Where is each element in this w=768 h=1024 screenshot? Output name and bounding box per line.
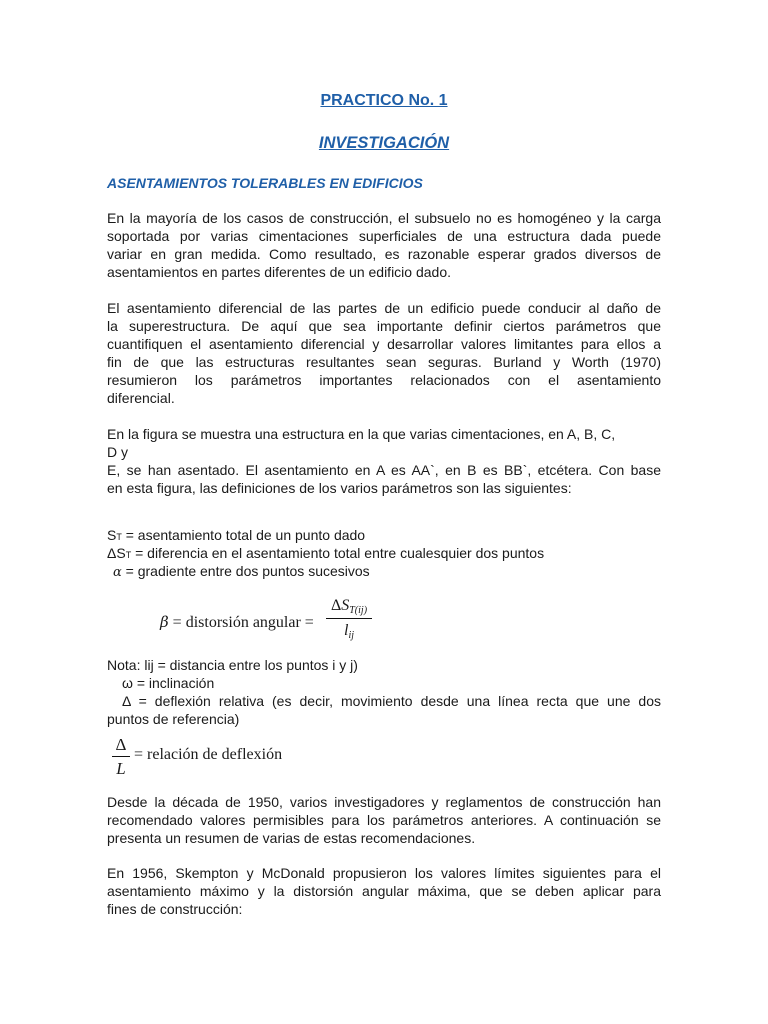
formula-label: = distorsión angular = <box>168 614 314 631</box>
definition-text: = asentamiento total de un punto dado <box>121 527 366 543</box>
paragraph-skempton <box>107 864 661 918</box>
symbol-l: l <box>343 622 349 639</box>
fraction-denominator <box>326 622 372 641</box>
definition-st <box>107 526 365 546</box>
symbol-index: T(ij) <box>349 605 368 616</box>
definition-alpha <box>113 562 370 582</box>
note-line: puntos de referencia) <box>107 711 240 727</box>
symbol-beta: β <box>160 613 169 631</box>
text-line: En la mayoría de los casos de construcción, el subsuelo no es homogéneo y la carga <box>107 210 661 226</box>
text-line: fin de que las estructuras resultantes sean seguras. Burland y Worth (1970) <box>107 354 661 370</box>
text-line: El asentamiento diferencial de las partes de un edificio puede conducir al daño de <box>107 300 661 316</box>
symbol-s: S <box>341 597 350 614</box>
page-title: PRACTICO No. 1 <box>320 92 448 109</box>
symbol-s: S <box>107 527 117 543</box>
text-line: asentamientos en partes diferentes de un edificio dado. <box>107 264 452 280</box>
symbol-index: ij <box>348 630 354 641</box>
fraction-numerator <box>326 597 372 616</box>
text-line: soportada por varias cimentaciones superficiales de una estructura dada puede <box>107 228 661 244</box>
text-line: resumieron los parámetros importantes relacionados con el asentamiento <box>107 372 661 388</box>
fraction-bar <box>112 756 130 757</box>
formula-rhs: = relación de deflexión <box>134 746 283 763</box>
text-line: Desde la década de 1950, varios investigadores y reglamentos de construcción han <box>107 794 661 810</box>
symbol-subscript: T <box>116 532 122 542</box>
paragraph-recommendations <box>107 793 661 847</box>
fraction-denominator: L <box>116 759 126 778</box>
paragraph-figure <box>107 425 661 497</box>
formula-lhs <box>160 613 314 632</box>
text-line: En 1956, Skempton y McDonald propusieron los valores límites siguientes para el <box>107 865 661 881</box>
symbol-subscript: T <box>125 550 132 560</box>
formula-fraction <box>112 735 130 779</box>
definition-delta-st <box>107 544 544 564</box>
text-line: asentamiento máximo y la distorsión angular máxima, que se deben aplicar para <box>107 883 661 899</box>
note-line: ω = inclinación <box>122 675 215 691</box>
symbol-delta: Δ <box>330 597 342 614</box>
definition-text: = diferencia en el asentamiento total entre cualesquier dos puntos <box>131 545 545 561</box>
text-line: D y <box>107 444 128 460</box>
definition-text: = gradiente entre dos puntos sucesivos <box>121 563 370 579</box>
paragraph-differential <box>107 299 661 407</box>
text-line: en esta figura, las definiciones de los varios parámetros son las siguientes: <box>107 480 572 496</box>
text-line: recomendado valores permisibles para los parámetros anteriores. A continuación se <box>107 812 661 828</box>
text-line: cuantifiquen el asentamiento diferencial y desarrollar valores limitantes para ellos a <box>107 336 661 352</box>
page-subtitle: INVESTIGACIÓN <box>318 134 450 152</box>
formula-fraction <box>326 597 372 641</box>
fraction-bar <box>326 618 372 619</box>
text-line: fines de construcción: <box>107 901 243 917</box>
note-line: Nota: lij = distancia entre los puntos i y j) <box>107 657 358 673</box>
text-line: diferencial. <box>107 390 175 406</box>
text-line: presenta un resumen de varias de estas recomendaciones. <box>107 830 476 846</box>
text-line: variar en gran medida. Como resultado, es razonable esperar grados diversos de <box>107 246 661 262</box>
symbol-delta-s: ΔS <box>107 545 126 561</box>
text-line: E, se han asentado. El asentamiento en A es AA`, en B es BB`, etcétera. Con base <box>107 462 661 478</box>
fraction-numerator: Δ <box>115 735 127 754</box>
text-line: la superestructura. De aquí que sea importante definir ciertos parámetros que <box>107 318 661 334</box>
section-heading: ASENTAMIENTOS TOLERABLES EN EDIFICIOS <box>107 175 423 191</box>
symbol-alpha: α <box>113 565 122 580</box>
note-line: Δ = deflexión relativa (es decir, movimiento desde una línea recta que une dos <box>122 693 661 709</box>
text-line: En la figura se muestra una estructura en la que varias cimentaciones, en A, B, C, <box>107 426 616 442</box>
paragraph-intro <box>107 209 661 281</box>
